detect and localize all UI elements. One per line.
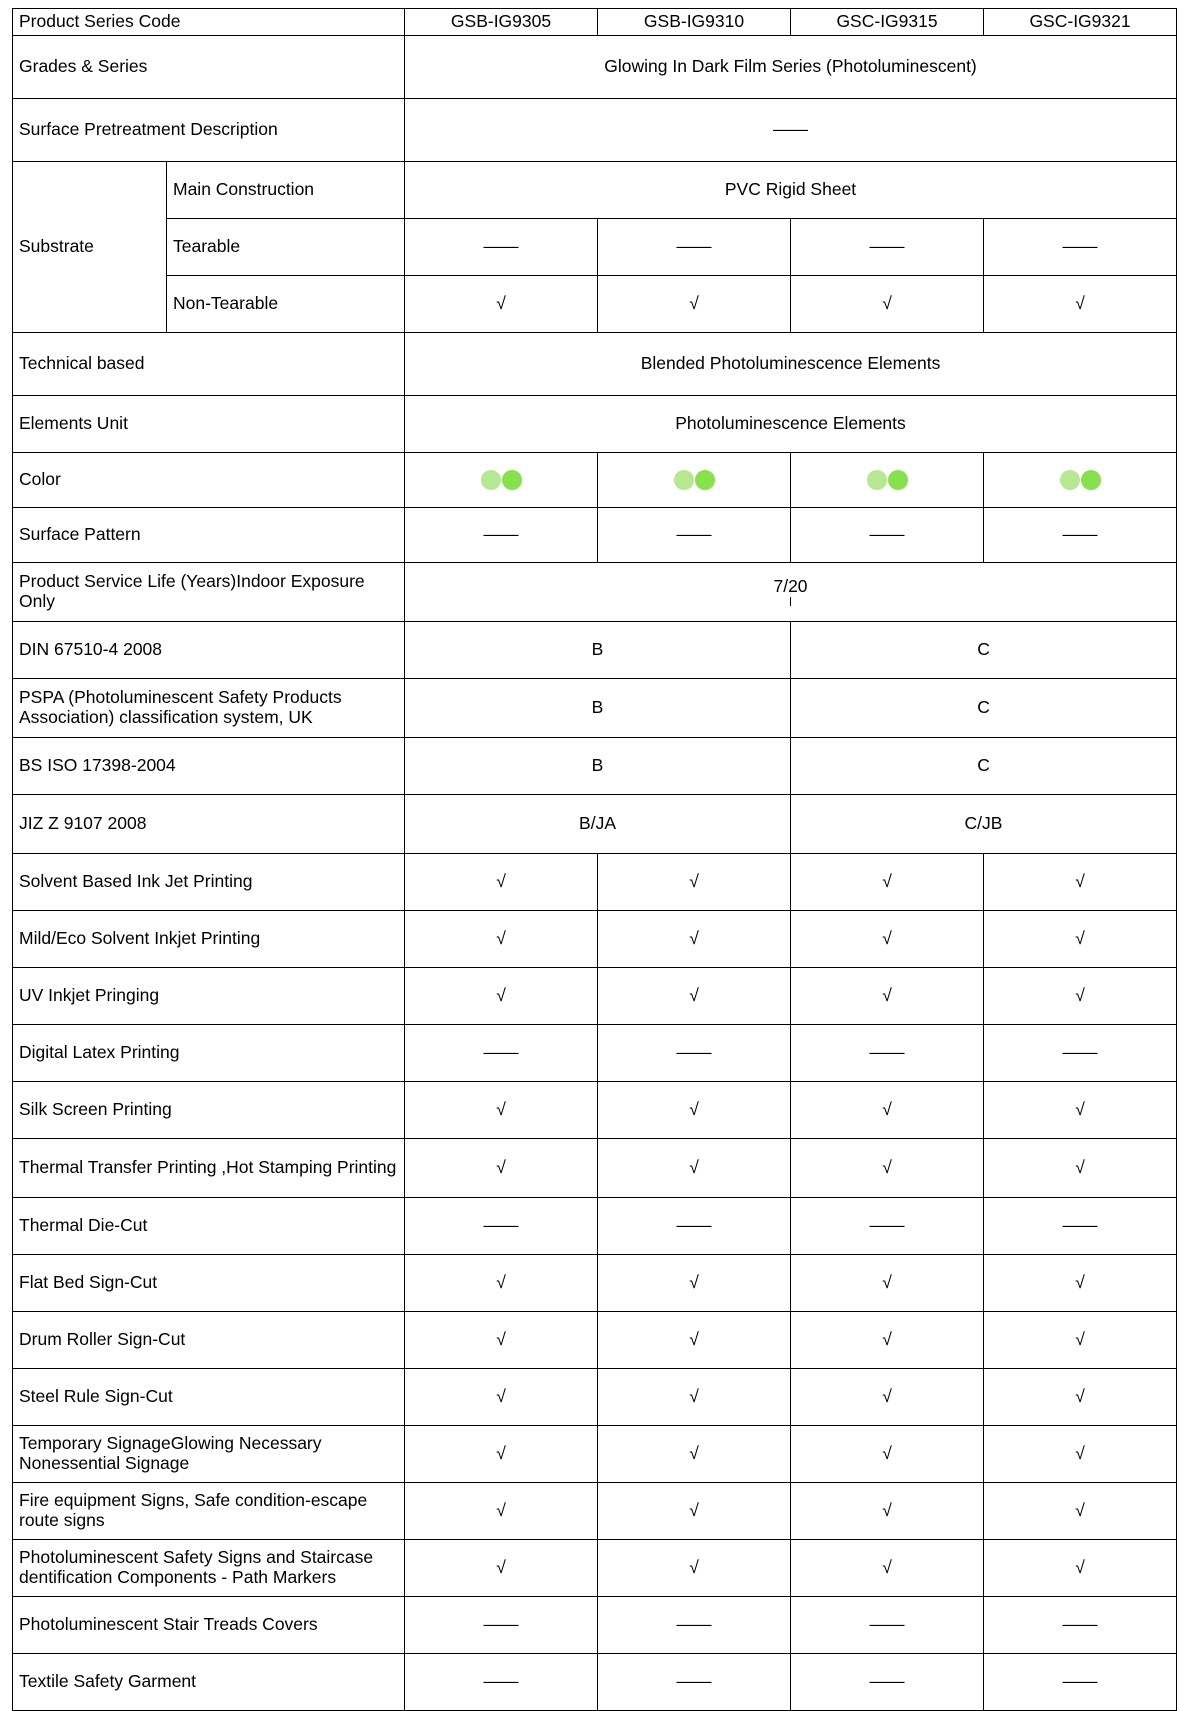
row-label-jiz: JIZ Z 9107 2008 [13,794,405,853]
cell-solvent-inkjet-1: √ [405,853,598,910]
cell-fire-equipment-4: √ [984,1482,1177,1539]
cell-series-code-4: GSC-IG9321 [984,9,1177,36]
table-row [13,161,1177,218]
row-label-thermal-transfer: Thermal Transfer Printing ,Hot Stamping Printing [13,1138,405,1197]
cell-solvent-inkjet-4: √ [984,853,1177,910]
cell-service-life-value [405,562,1177,621]
row-label-pspa: PSPA (Photoluminescent Safety Products Association) classification system, UK [13,678,405,737]
cell-thermal-transfer-2: √ [598,1138,791,1197]
cell-pspa-b: B [405,678,791,737]
table-row [13,678,1177,737]
cell-textile-garment-2: —— [598,1653,791,1710]
cell-digital-latex-1: —— [405,1024,598,1081]
row-label-tearable: Tearable [167,218,405,275]
row-label-textile-garment: Textile Safety Garment [13,1653,405,1710]
row-label-elements-unit: Elements Unit [13,395,405,452]
service-life-divider [790,597,791,606]
cell-photolum-safety-2: √ [598,1539,791,1596]
table-row [13,395,1177,452]
table-row [13,562,1177,621]
cell-uv-inkjet-1: √ [405,967,598,1024]
row-label-silk-screen: Silk Screen Printing [13,1081,405,1138]
cell-flat-bed-2: √ [598,1254,791,1311]
cell-surface-pattern-4: —— [984,507,1177,562]
table-row [13,218,1177,275]
cell-stair-treads-2: —— [598,1596,791,1653]
row-label-substrate: Substrate [13,161,167,332]
cell-thermal-transfer-1: √ [405,1138,598,1197]
color-swatch-group [797,470,977,490]
cell-temporary-signage-2: √ [598,1425,791,1482]
row-label-drum-roller: Drum Roller Sign-Cut [13,1311,405,1368]
table-row [13,621,1177,678]
cell-thermal-die-cut-2: —— [598,1197,791,1254]
row-label-stair-treads: Photoluminescent Stair Treads Covers [13,1596,405,1653]
cell-textile-garment-3: —— [791,1653,984,1710]
cell-bsiso-c: C [791,737,1177,794]
table-row [13,794,1177,853]
cell-thermal-die-cut-3: —— [791,1197,984,1254]
cell-steel-rule-2: √ [598,1368,791,1425]
cell-silk-screen-3: √ [791,1081,984,1138]
cell-thermal-transfer-4: √ [984,1138,1177,1197]
cell-tearable-1: —— [405,218,598,275]
cell-non-tearable-2: √ [598,275,791,332]
cell-drum-roller-1: √ [405,1311,598,1368]
cell-drum-roller-4: √ [984,1311,1177,1368]
cell-non-tearable-4: √ [984,275,1177,332]
table-row [13,507,1177,562]
cell-color-4 [984,452,1177,507]
table-row [13,1081,1177,1138]
cell-din-b: B [405,621,791,678]
cell-mild-eco-4: √ [984,910,1177,967]
cell-steel-rule-3: √ [791,1368,984,1425]
table-row [13,1368,1177,1425]
table-row [13,1197,1177,1254]
cell-grades-series-value: Glowing In Dark Film Series (Photoluminescent) [405,35,1177,98]
cell-elements-unit-value: Photoluminescence Elements [405,395,1177,452]
cell-mild-eco-3: √ [791,910,984,967]
row-label-technical-based: Technical based [13,332,405,395]
cell-stair-treads-3: —— [791,1596,984,1653]
cell-main-construction-value: PVC Rigid Sheet [405,161,1177,218]
cell-series-code-1: GSB-IG9305 [405,9,598,36]
row-label-color: Color [13,452,405,507]
cell-series-code-3: GSC-IG9315 [791,9,984,36]
color-dot-pale-icon [481,470,501,490]
row-label-product-series-code: Product Series Code [13,9,405,36]
row-label-uv-inkjet: UV Inkjet Pringing [13,967,405,1024]
cell-stair-treads-1: —— [405,1596,598,1653]
cell-jiz-bja: B/JA [405,794,791,853]
cell-flat-bed-3: √ [791,1254,984,1311]
cell-jiz-cjb: C/JB [791,794,1177,853]
cell-non-tearable-1: √ [405,275,598,332]
row-label-flat-bed: Flat Bed Sign-Cut [13,1254,405,1311]
cell-uv-inkjet-3: √ [791,967,984,1024]
cell-textile-garment-4: —— [984,1653,1177,1710]
cell-technical-based-value: Blended Photoluminescence Elements [405,332,1177,395]
cell-photolum-safety-4: √ [984,1539,1177,1596]
color-dot-bright-icon [502,470,522,490]
cell-non-tearable-3: √ [791,275,984,332]
row-label-bsiso: BS ISO 17398-2004 [13,737,405,794]
row-label-main-construction: Main Construction [167,161,405,218]
cell-surface-pretreatment-value: —— [405,98,1177,161]
cell-din-c: C [791,621,1177,678]
cell-series-code-2: GSB-IG9310 [598,9,791,36]
cell-bsiso-b: B [405,737,791,794]
cell-fire-equipment-3: √ [791,1482,984,1539]
cell-uv-inkjet-2: √ [598,967,791,1024]
cell-drum-roller-2: √ [598,1311,791,1368]
cell-surface-pattern-1: —— [405,507,598,562]
cell-uv-inkjet-4: √ [984,967,1177,1024]
cell-color-1 [405,452,598,507]
color-swatch-group [604,470,784,490]
cell-steel-rule-4: √ [984,1368,1177,1425]
row-label-thermal-die-cut: Thermal Die-Cut [13,1197,405,1254]
table-row [13,452,1177,507]
cell-fire-equipment-2: √ [598,1482,791,1539]
row-label-service-life: Product Service Life (Years)Indoor Exposure Only [13,562,405,621]
cell-thermal-transfer-3: √ [791,1138,984,1197]
table-row [13,35,1177,98]
row-label-non-tearable: Non-Tearable [167,275,405,332]
row-label-surface-pattern: Surface Pattern [13,507,405,562]
row-label-digital-latex: Digital Latex Printing [13,1024,405,1081]
color-dot-bright-icon [1081,470,1101,490]
row-label-steel-rule: Steel Rule Sign-Cut [13,1368,405,1425]
cell-pspa-c: C [791,678,1177,737]
table-row [13,967,1177,1024]
table-row [13,1311,1177,1368]
row-label-grades-series: Grades & Series [13,35,405,98]
cell-mild-eco-1: √ [405,910,598,967]
color-swatch-group [990,470,1170,490]
row-label-surface-pretreatment: Surface Pretreatment Description [13,98,405,161]
table-row [13,1138,1177,1197]
color-dot-pale-icon [674,470,694,490]
table-row [13,1653,1177,1710]
cell-silk-screen-4: √ [984,1081,1177,1138]
cell-silk-screen-1: √ [405,1081,598,1138]
table-row [13,1425,1177,1482]
cell-solvent-inkjet-2: √ [598,853,791,910]
cell-thermal-die-cut-4: —— [984,1197,1177,1254]
cell-surface-pattern-2: —— [598,507,791,562]
table-row [13,1596,1177,1653]
cell-color-2 [598,452,791,507]
row-label-temporary-signage: Temporary SignageGlowing Necessary Nonessential Signage [13,1425,405,1482]
table-row [13,1539,1177,1596]
table-row [13,275,1177,332]
color-dot-bright-icon [695,470,715,490]
table-row [13,332,1177,395]
cell-flat-bed-4: √ [984,1254,1177,1311]
cell-digital-latex-4: —— [984,1024,1177,1081]
row-label-fire-equipment: Fire equipment Signs, Safe condition-escape route signs [13,1482,405,1539]
cell-mild-eco-2: √ [598,910,791,967]
cell-photolum-safety-1: √ [405,1539,598,1596]
cell-tearable-3: —— [791,218,984,275]
cell-thermal-die-cut-1: —— [405,1197,598,1254]
row-label-mild-eco: Mild/Eco Solvent Inkjet Printing [13,910,405,967]
cell-fire-equipment-1: √ [405,1482,598,1539]
table-row [13,737,1177,794]
cell-tearable-2: —— [598,218,791,275]
cell-drum-roller-3: √ [791,1311,984,1368]
color-dot-bright-icon [888,470,908,490]
color-swatch-group [411,470,591,490]
cell-temporary-signage-4: √ [984,1425,1177,1482]
table-row [13,1254,1177,1311]
cell-temporary-signage-1: √ [405,1425,598,1482]
cell-flat-bed-1: √ [405,1254,598,1311]
cell-stair-treads-4: —— [984,1596,1177,1653]
cell-digital-latex-3: —— [791,1024,984,1081]
row-label-solvent-inkjet: Solvent Based Ink Jet Printing [13,853,405,910]
cell-solvent-inkjet-3: √ [791,853,984,910]
cell-tearable-4: —— [984,218,1177,275]
table-row [13,853,1177,910]
color-dot-pale-icon [1060,470,1080,490]
table-row [13,1024,1177,1081]
cell-temporary-signage-3: √ [791,1425,984,1482]
cell-digital-latex-2: —— [598,1024,791,1081]
service-life-text: 7/20 [773,575,808,596]
table-row [13,98,1177,161]
table-row [13,9,1177,36]
table-row [13,1482,1177,1539]
cell-surface-pattern-3: —— [791,507,984,562]
cell-silk-screen-2: √ [598,1081,791,1138]
product-spec-table [12,8,1177,1711]
cell-steel-rule-1: √ [405,1368,598,1425]
cell-color-3 [791,452,984,507]
color-dot-pale-icon [867,470,887,490]
row-label-photolum-safety: Photoluminescent Safety Signs and Staircase dentification Components - Path Markers [13,1539,405,1596]
cell-photolum-safety-3: √ [791,1539,984,1596]
table-row [13,910,1177,967]
row-label-din: DIN 67510-4 2008 [13,621,405,678]
cell-textile-garment-1: —— [405,1653,598,1710]
